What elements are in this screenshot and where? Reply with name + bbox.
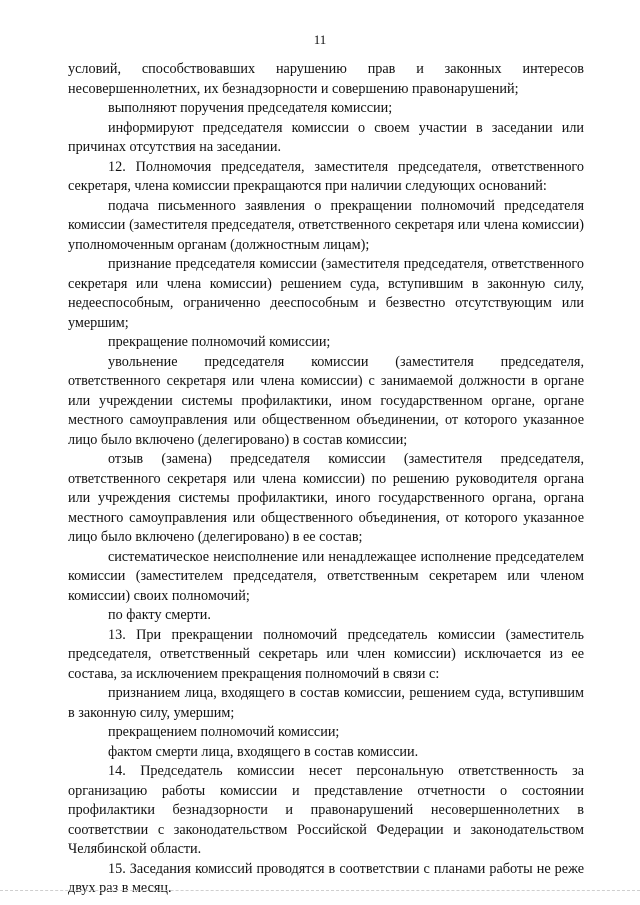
paragraph-item-14: 14. Председатель комиссии несет персональную ответственность за организацию работы комиссии и представление отчетности о состоянии профилактики безнадзорности и правонарушений несовершеннолетних в соответствии с законодательством Российской Федерации и законодательством Челябинской области.: [68, 763, 584, 857]
paragraph-continuation: условий, способствовавших нарушению прав и законных интересов несовершеннолетних, их безнадзорности и совершению правонарушений;: [68, 61, 584, 97]
paragraph: отзыв (замена) председателя комиссии (заместителя председателя, ответственного секретаря или члена комиссии) по решению руководителя органа или учреждения системы профилактики, иного государственного органа, органа местного самоуправления или общественного объединения, от которого указанное лицо было включено (делегировано) в ее состав;: [68, 451, 584, 545]
paragraph: признанием лица, входящего в состав комиссии, решением суда, вступившим в законную силу, умершим;: [68, 685, 584, 721]
page-number: 11: [313, 32, 327, 47]
paragraph: выполняют поручения председателя комиссии;: [108, 100, 393, 116]
paragraph: по факту смерти.: [108, 607, 211, 623]
paragraph: информируют председателя комиссии о своем участии в заседании или причинах отсутствия на заседании.: [68, 119, 584, 155]
document-body: [68, 60, 584, 899]
paragraph: систематическое неисполнение или ненадлежащее исполнение председателем комиссии (заместителем председателя, ответственным секретарем или членом комиссии) своих полномочий;: [68, 548, 584, 604]
paragraph: подача письменного заявления о прекращении полномочий председателя комиссии (заместителя председателя, ответственного секретаря или члена комиссии) уполномоченным органам (должностным лицам);: [68, 197, 584, 253]
paragraph: прекращением полномочий комиссии;: [108, 724, 340, 740]
paragraph: увольнение председателя комиссии (заместителя председателя, ответственного секретаря или члена комиссии) с занимаемой должности в органе или учреждении системы профилактики, ином государственном органе, органе местного самоуправления или общественном объединении, от которого указанное лицо было включено (делегировано) в состав комиссии;: [68, 353, 584, 448]
scan-edge-line: [0, 890, 640, 891]
paragraph-item-13: 13. При прекращении полномочий председатель комиссии (заместитель председателя, ответственный секретарь или член комиссии) исключается из ее состава, за исключением прекращения полномочий в связи с:: [68, 626, 584, 682]
paragraph: признание председателя комиссии (заместителя председателя, ответственного секретаря или члена комиссии) решением суда, вступившим в законную силу, недееспособным, ограниченно дееспособным и безвестно отсутствующим или умершим;: [68, 256, 584, 331]
paragraph: фактом смерти лица, входящего в состав комиссии.: [108, 743, 419, 760]
paragraph-item-15: 15. Заседания комиссий проводятся в соответствии с планами работы не реже двух раз в месяц.: [68, 860, 584, 896]
paragraph: прекращение полномочий комиссии;: [108, 334, 331, 350]
paragraph-item-12: 12. Полномочия председателя, заместителя председателя, ответственного секретаря, члена комиссии прекращаются при наличии следующих оснований:: [68, 158, 584, 194]
